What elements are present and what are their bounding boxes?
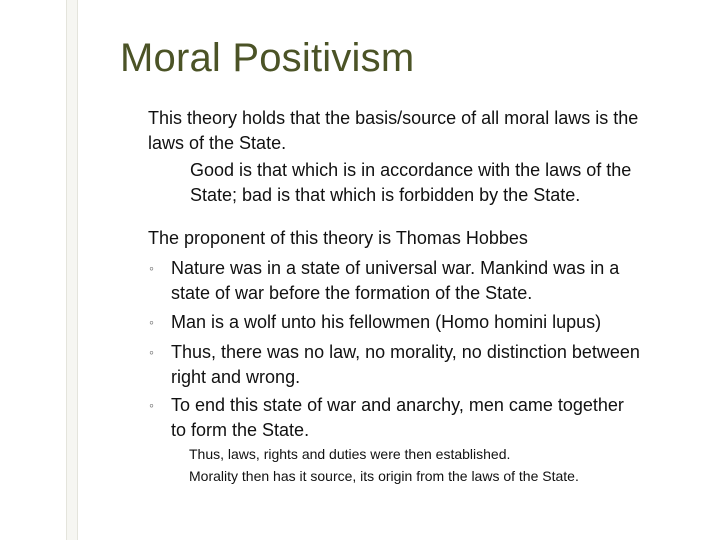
bullet-1-line-2: laws of the State. (148, 133, 287, 153)
bullet-2-sub-1-line-2: state of war before the formation of the State. (171, 283, 533, 303)
circle-bullet-icon: ◦ (149, 260, 154, 276)
bullet-2-sub-2-line-1: Man is a wolf unto his fellowmen (Homo homini lupus) (171, 312, 602, 332)
circle-bullet-icon: ◦ (149, 314, 154, 330)
bullet-2-sub-1-line-1: Nature was in a state of universal war. Mankind was in a (171, 258, 620, 278)
bullet-2-sub-4-line-1: To end this state of war and anarchy, men came together (171, 395, 624, 415)
bullet-1-sub-1-line-2: State; bad is that which is forbidden by the State. (190, 185, 581, 205)
bullet-2-sub-3-line-2: right and wrong. (171, 367, 301, 387)
bullet-1-sub-1-line-1: Good is that which is in accordance with the laws of the (190, 160, 632, 180)
bullet-2-sub-4-line-2: to form the State. (171, 420, 310, 440)
slide-title: Moral Positivism (120, 36, 415, 80)
bullet-2-sub-4-detail-1: Thus, laws, rights and duties were then established. (189, 446, 511, 462)
bullet-2-sub-3-line-1: Thus, there was no law, no morality, no distinction between (171, 342, 640, 362)
bullet-2-line-1: The proponent of this theory is Thomas Hobbes (148, 228, 528, 248)
circle-bullet-icon: ◦ (149, 344, 154, 360)
circle-bullet-icon: ◦ (149, 397, 154, 413)
bullet-2-sub-4-detail-2: Morality then has it source, its origin from the laws of the State. (189, 468, 579, 484)
bullet-1-line-1: This theory holds that the basis/source of all moral laws is the (148, 108, 639, 128)
